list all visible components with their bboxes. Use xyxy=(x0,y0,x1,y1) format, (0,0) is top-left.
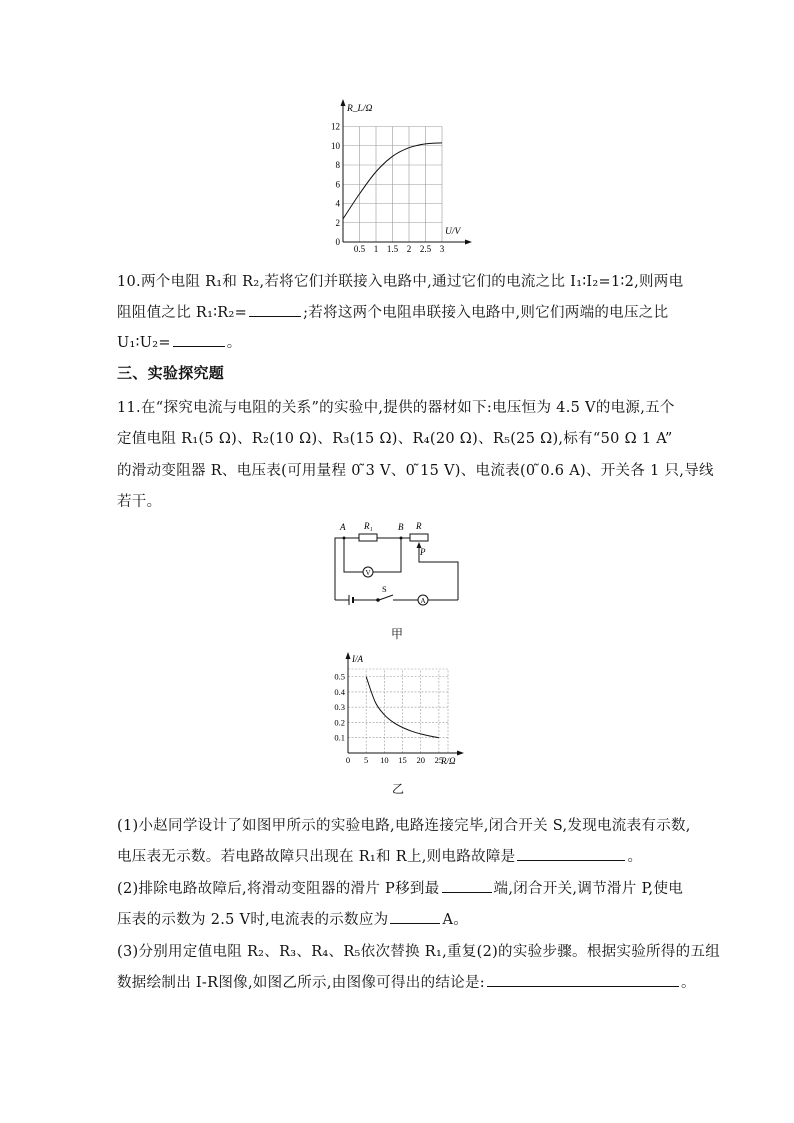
chart1-xlabel: U/V xyxy=(445,227,461,237)
answer-blank-slider-end[interactable] xyxy=(442,878,492,893)
voltmeter-label: V xyxy=(365,569,371,577)
switch-blade xyxy=(379,595,393,600)
chart1-x-arrow xyxy=(465,240,472,245)
q10-line1 xyxy=(117,270,683,291)
c2-ytick-0: 0.1 xyxy=(334,732,345,743)
q10-line2 xyxy=(117,301,668,322)
answer-blank-fault[interactable] xyxy=(517,846,625,861)
section-title: 三、实验探究题 xyxy=(117,364,225,382)
sub3-line1: (3)分别用定值电阻 R₂、R₃、R₄、R₅依次替换 R₁,重复(2)的实验步骤。根据实验所得的五组 xyxy=(117,944,721,960)
c2-xtick-2: 10 xyxy=(380,755,389,765)
sub2-line2 xyxy=(117,908,468,929)
junction-a xyxy=(343,537,346,540)
chart1-ylabel: R_L/Ω xyxy=(347,104,373,114)
c1-ytick-1: 2 xyxy=(335,217,340,228)
ammeter-label: A xyxy=(420,597,426,605)
label-p: P xyxy=(420,547,426,557)
answer-blank-current[interactable] xyxy=(390,909,440,924)
wire-voltmeter-right xyxy=(373,538,401,572)
c1-xtick-5: 3 xyxy=(439,244,445,254)
wire-left xyxy=(335,538,359,600)
current-resistance-chart xyxy=(330,650,470,770)
sub2-text1a: (2)排除电路故障后,将滑动变阻器的滑片 P移到最 xyxy=(117,881,440,897)
sub3-text2b: 。 xyxy=(680,975,696,991)
sub1-text2a: 电压表无示数。若电路故障只出现在 R₁和 R上,则电路故障是 xyxy=(117,849,516,865)
sub1-line2 xyxy=(117,845,642,866)
q10-text3a: U₁∶U₂= xyxy=(117,335,171,351)
rheostat-r xyxy=(410,534,428,541)
c2-xtick-4: 20 xyxy=(416,755,425,765)
sub2-text1b: 端,闭合开关,调节滑片 P,使电 xyxy=(493,881,684,897)
c1-ytick-5: 10 xyxy=(331,140,340,151)
label-s: S xyxy=(382,584,387,594)
q10-text3b: 。 xyxy=(226,335,242,351)
chart2-y-arrow xyxy=(346,652,351,659)
resistor-r1 xyxy=(359,534,377,541)
q10-text2a: 阻阻值之比 R₁∶R₂= xyxy=(117,305,248,321)
chart2-grid xyxy=(348,669,448,753)
label-r: R xyxy=(416,521,422,531)
c2-xtick-1: 5 xyxy=(364,755,369,765)
c1-ytick-4: 8 xyxy=(335,160,340,170)
label-a: A xyxy=(340,522,346,532)
chart2-x-arrow xyxy=(457,751,464,756)
wire-voltmeter-left xyxy=(344,538,363,572)
c2-xtick-3: 15 xyxy=(398,755,407,765)
c2-ytick-3: 0.4 xyxy=(334,686,345,697)
sub1-line1: (1)小赵同学设计了如图甲所示的实验电路,电路连接完毕,闭合开关 S,发现电流表有示数, xyxy=(117,818,691,834)
sub2-line1 xyxy=(117,877,683,898)
c1-xtick-1: 1 xyxy=(373,244,379,254)
c2-xtick-5: 25 xyxy=(434,755,444,765)
c2-ytick-1: 0.2 xyxy=(334,717,345,728)
c1-xtick-2: 1.5 xyxy=(386,244,399,254)
junction-b xyxy=(400,537,403,540)
sub3-line2 xyxy=(117,971,696,992)
c2-ytick-4: 0.5 xyxy=(334,671,345,682)
q10-text1: 两个电阻 R₁和 R₂,若将它们并联接入电路中,通过它们的电流之比 I₁∶I₂=1∶2,则两电 xyxy=(140,274,684,290)
circuit-caption: 甲 xyxy=(391,627,404,641)
c1-xtick-0: 0.5 xyxy=(353,244,366,254)
q11-line2: 定值电阻 R₁(5 Ω)、R₂(10 Ω)、R₃(15 Ω)、R₄(20 Ω)、R₅(25 Ω),标有“50 Ω 1 A” xyxy=(117,431,673,447)
c1-xtick-4: 2.5 xyxy=(419,244,432,254)
c1-ytick-2: 4 xyxy=(335,198,340,209)
chart2-ylabel: I/A xyxy=(352,654,363,664)
label-r1: R₁ xyxy=(364,521,373,531)
c1-ytick-3: 6 xyxy=(335,179,340,190)
q11-line4: 若干。 xyxy=(117,494,162,510)
resistance-voltage-chart xyxy=(320,95,480,255)
answer-blank-conclusion[interactable] xyxy=(487,972,679,987)
sub1-text2b: 。 xyxy=(627,849,643,865)
switch-pivot xyxy=(377,599,380,602)
chart1-y-arrow xyxy=(341,99,346,106)
q11-line1: 11.在“探究电流与电阻的关系”的实验中,提供的器材如下:电压恒为 4.5 V的电源,五个 xyxy=(117,400,675,416)
c2-xtick-0: 0 xyxy=(345,755,351,765)
q10-line3 xyxy=(117,331,242,352)
sub3-text2a: 数据绘制出 I-R图像,如图乙所示,由图像可得出的结论是: xyxy=(117,975,485,991)
q10-number: 10. xyxy=(117,274,141,290)
chart2-caption: 乙 xyxy=(392,782,405,796)
answer-blank-voltage-ratio[interactable] xyxy=(173,332,225,347)
c2-ytick-2: 0.3 xyxy=(334,702,345,713)
c1-ytick-0: 0 xyxy=(335,237,340,247)
sub2-text2a: 压表的示数为 2.5 V时,电流表的示数应为 xyxy=(117,912,389,928)
c1-xtick-3: 2 xyxy=(406,244,412,254)
chart2-xlabel: R/Ω xyxy=(441,756,456,766)
sub2-text2b: A。 xyxy=(442,912,469,928)
answer-blank-resistance-ratio[interactable] xyxy=(249,302,301,317)
q11-line3: 的滑动变阻器 R、电压表(可用量程 0 ̃3 V、0 ̃15 V)、电流表(0 ̃0.6 A)、开关各 1 只,导线 xyxy=(117,463,714,479)
circuit-diagram xyxy=(325,518,470,613)
c1-ytick-6: 12 xyxy=(331,121,340,132)
q10-text2b: ;若将这两个电阻串联接入电路中,则它们两端的电压之比 xyxy=(303,305,669,321)
label-b: B xyxy=(398,522,404,532)
